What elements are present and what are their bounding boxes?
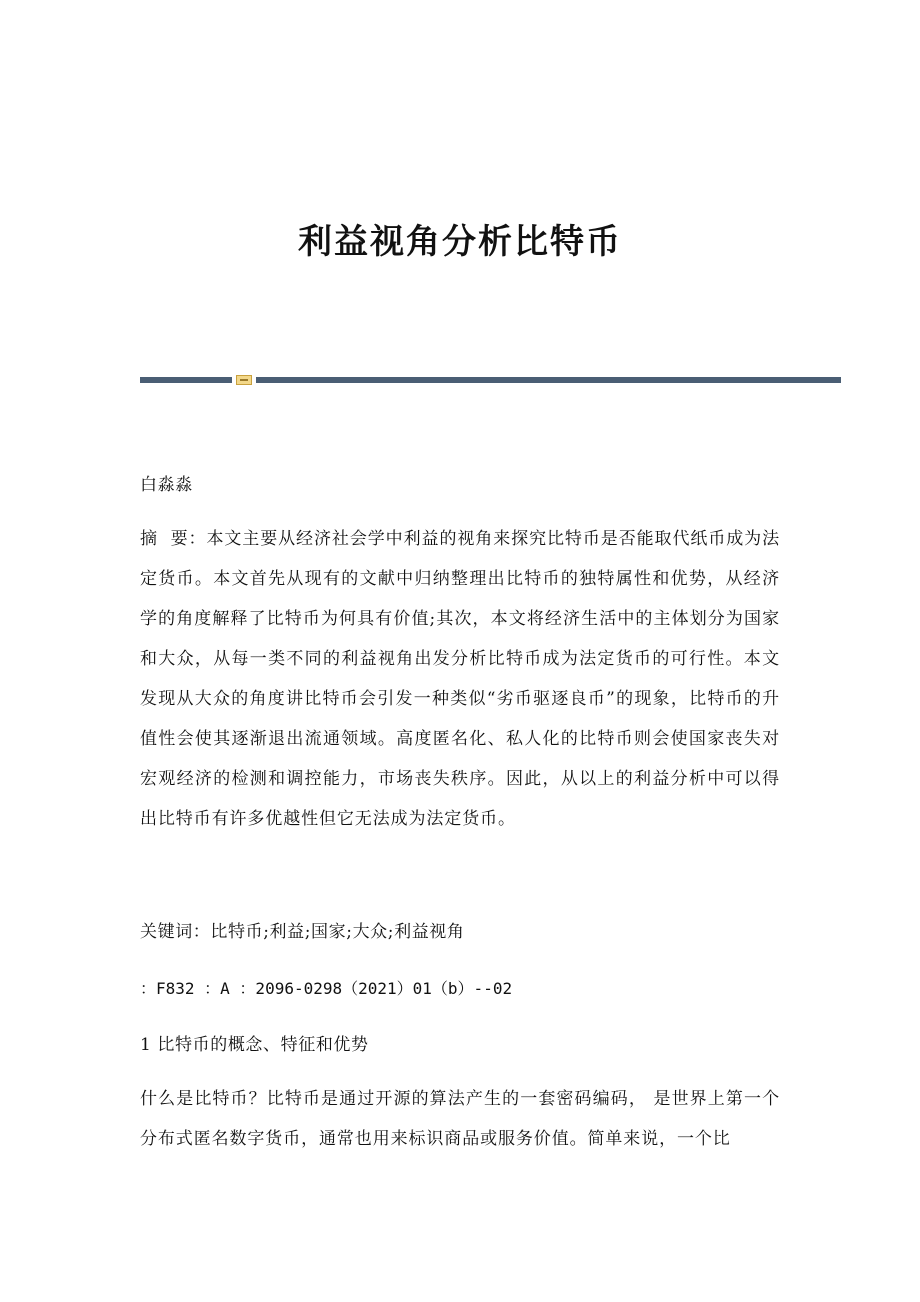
divider-bar-right: [256, 377, 841, 383]
abstract: [140, 519, 780, 879]
author: 白淼淼: [140, 475, 193, 495]
classification-line: ：F832 ：A ：2096-0298（2021）01（b）--02: [140, 979, 513, 998]
section-paragraph: 什么是比特币？比特币是通过开源的算法产生的一套密码编码， 是世界上第一个分布式匿名数字货币，通常也用来标识商品或服务价值。简单来说，一个比: [140, 1089, 780, 1149]
divider-bar-left: [140, 377, 232, 383]
ornament-icon: [236, 375, 252, 385]
title-divider: [140, 375, 841, 384]
section-heading: 1 比特币的概念、特征和优势: [140, 1035, 369, 1055]
abstract-label: 摘 要：: [140, 529, 207, 549]
page-title: 利益视角分析比特币: [298, 222, 622, 262]
abstract-text: 本文主要从经济社会学中利益的视角来探究比特币是否能取代纸币成为法定货币。本文首先从现有的文献中归纳整理出比特币的独特属性和优势，从经济学的角度解释了比特币为何具有价值;其次，本文将经济生活中的主体划分为国家和大众，从每一类不同的利益视角出发分析比特币成为法定货币的可行性。本文发现从大众的角度讲比特币会引发一种类似“劣币驱逐良币”的现象，比特币的升值性会使其逐渐退出流通领域。高度匿名化、私人化的比特币则会使国家丧失对宏观经济的检测和调控能力，市场丧失秩序。因此，从以上的利益分析中可以得出比特币有许多优越性但它无法成为法定货币。: [140, 529, 780, 829]
keywords: 关键词：比特币;利益;国家;大众;利益视角: [140, 922, 465, 942]
